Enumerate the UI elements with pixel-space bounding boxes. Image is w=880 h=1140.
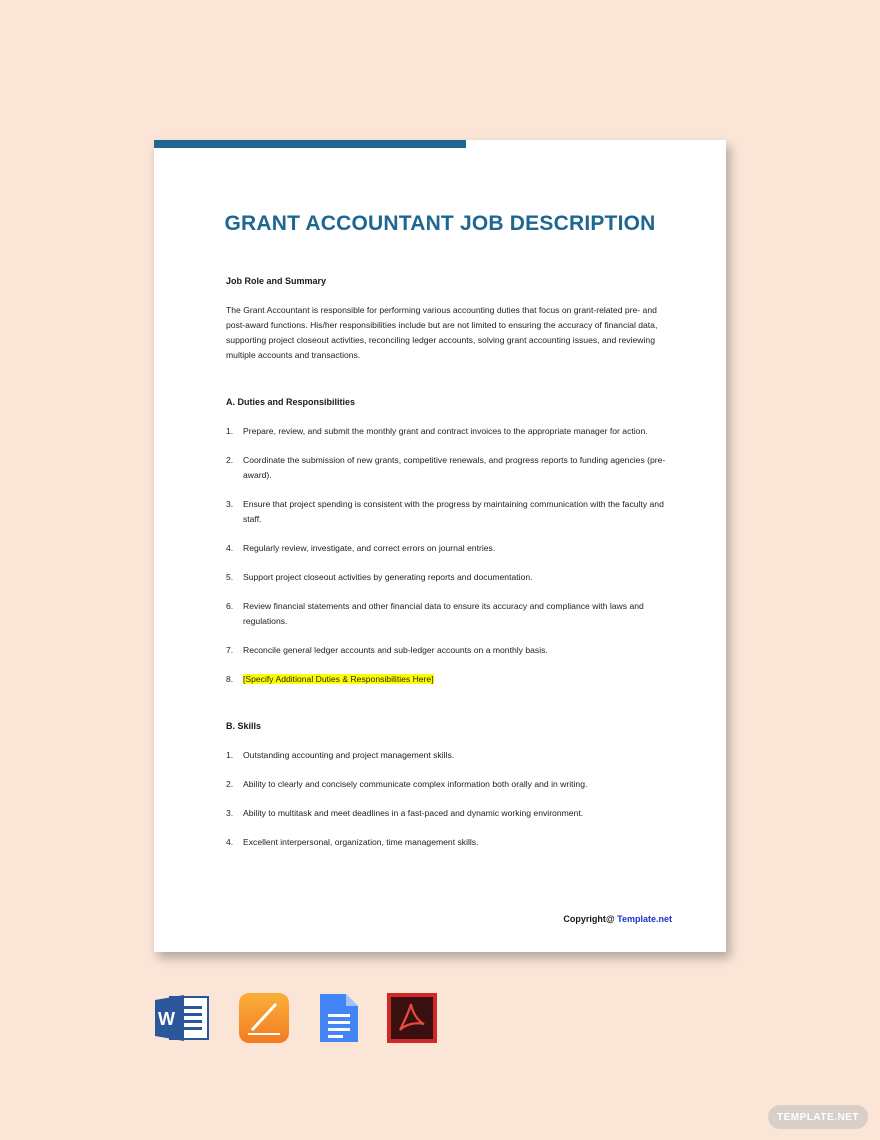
watermark-badge: TEMPLATE.NET [768, 1105, 868, 1129]
copyright-label: Copyright@ [563, 914, 615, 924]
list-item [226, 541, 676, 556]
list-item [226, 497, 676, 527]
skills-heading: B. Skills [226, 721, 262, 731]
item-text: Prepare, review, and submit the monthly grant and contract invoices to the appropriate manager for action. [243, 426, 648, 436]
word-icon[interactable] [154, 992, 206, 1044]
list-item [226, 424, 676, 439]
item-number: 1. [226, 426, 234, 436]
item-text: Coordinate the submission of new grants, competitive renewals, and progress reports to funding agencies (pre-award). [243, 455, 666, 480]
list-item [226, 599, 676, 629]
list-item [226, 570, 676, 585]
item-text: Ensure that project spending is consistent with the progress by maintaining communication with the faculty and staff. [243, 499, 664, 524]
google-docs-icon[interactable] [318, 992, 370, 1044]
copyright-link[interactable]: Template.net [617, 914, 672, 924]
item-text: Reconcile general ledger accounts and sub-ledger accounts on a monthly basis. [243, 645, 548, 655]
item-number: 7. [226, 645, 234, 655]
duties-heading: A. Duties and Responsibilities [226, 397, 356, 407]
list-item [226, 672, 676, 687]
list-item [226, 835, 676, 850]
summary-heading: Job Role and Summary [226, 276, 327, 286]
item-number: 3. [226, 808, 234, 818]
item-number: 6. [226, 601, 234, 611]
duties-list [226, 424, 676, 687]
accent-bar [154, 140, 466, 148]
item-number: 1. [226, 750, 234, 760]
item-number: 8. [226, 674, 234, 684]
list-item [226, 453, 676, 483]
list-item [226, 777, 676, 792]
item-text: Ability to multitask and meet deadlines in a fast-paced and dynamic working environment. [243, 808, 584, 818]
item-text: Support project closeout activities by generating reports and documentation. [243, 572, 533, 582]
item-number: 3. [226, 499, 234, 509]
copyright [563, 914, 672, 924]
document-page [154, 140, 726, 952]
item-text: Regularly review, investigate, and correct errors on journal entries. [243, 543, 496, 553]
item-text: Outstanding accounting and project management skills. [243, 750, 455, 760]
page-title: GRANT ACCOUNTANT JOB DESCRIPTION [224, 212, 656, 235]
item-text: Excellent interpersonal, organization, time management skills. [243, 837, 479, 847]
format-icons [0, 992, 880, 1048]
item-text: Review financial statements and other financial data to ensure its accuracy and compliance with laws and regulations. [243, 601, 644, 626]
item-text: Ability to clearly and concisely communicate complex information both orally and in writing. [243, 779, 588, 789]
item-number: 4. [226, 543, 234, 553]
item-number: 2. [226, 455, 234, 465]
item-number: 5. [226, 572, 234, 582]
item-number: 2. [226, 779, 234, 789]
list-item [226, 643, 676, 658]
pages-icon[interactable] [238, 992, 290, 1044]
placeholder-highlight: [Specify Additional Duties & Responsibilities Here] [243, 674, 434, 684]
list-item [226, 806, 676, 821]
summary-text: The Grant Accountant is responsible for performing various accounting duties that focus on grant-related pre- and post-award functions. His/her responsibilities include but are not limited to ensuring the accuracy of financial data, supporting project closeout activities, reconciling ledger accounts, solving grant accounting issues, and reviewing multiple accounts and transactions. [226, 305, 658, 360]
list-item [226, 748, 676, 763]
skills-list [226, 748, 676, 850]
pdf-icon[interactable] [386, 992, 438, 1044]
document-body [226, 274, 676, 850]
svg-text:W: W [158, 1009, 175, 1029]
item-number: 4. [226, 837, 234, 847]
